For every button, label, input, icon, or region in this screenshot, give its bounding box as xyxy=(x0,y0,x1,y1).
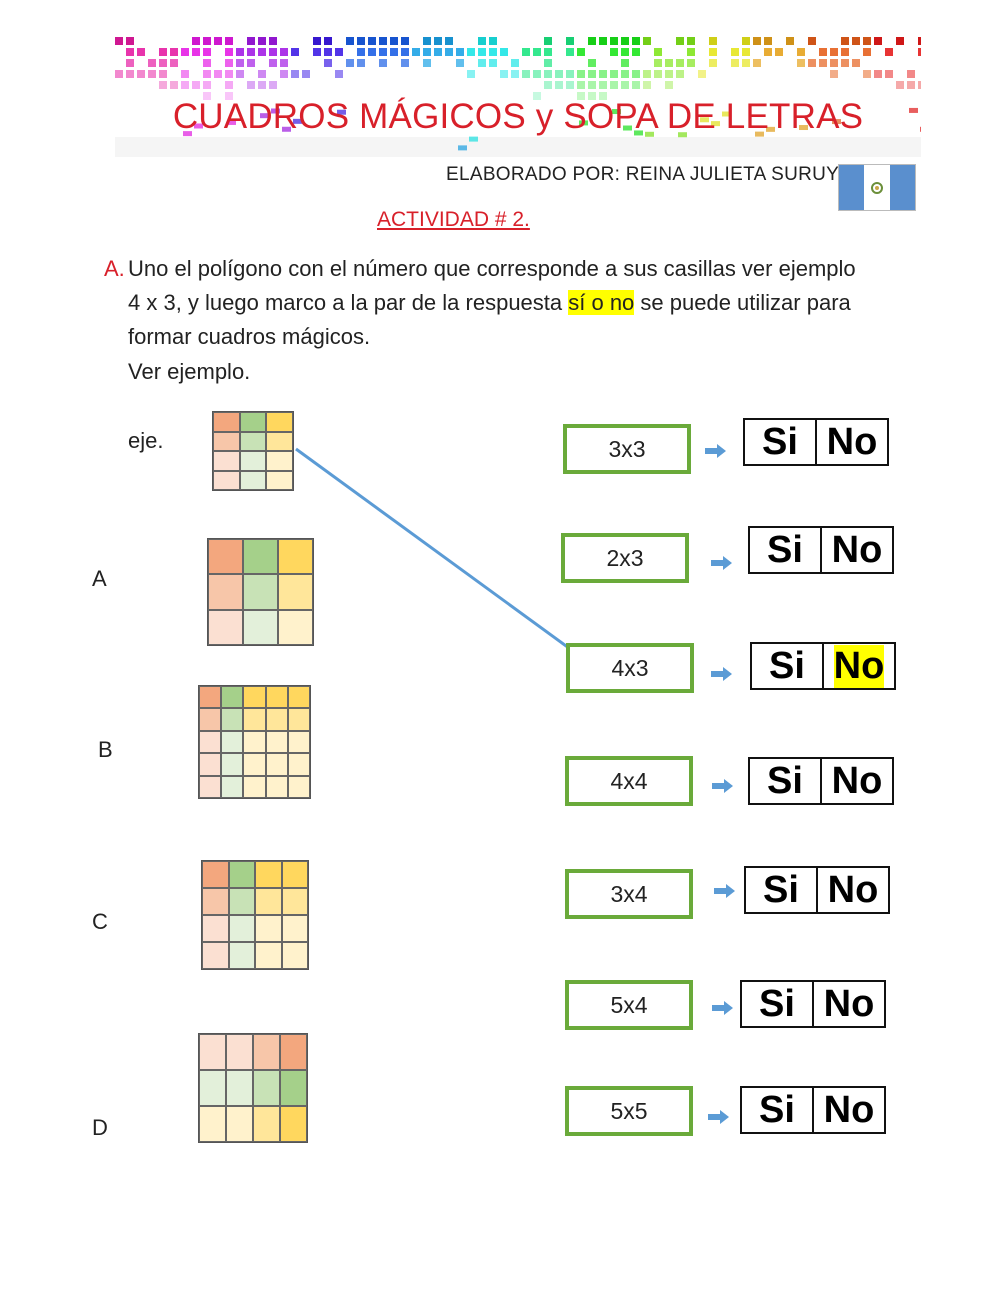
option-no-label: No xyxy=(826,420,878,463)
instruction-line-4: Ver ejemplo. xyxy=(128,359,251,384)
arrow-right-icon xyxy=(711,667,733,681)
option-no[interactable] xyxy=(822,644,894,688)
option-si-label: Si xyxy=(767,528,803,571)
arrow-right-icon xyxy=(705,444,727,458)
dimension-box-5x4[interactable]: 5x4 xyxy=(565,980,693,1030)
option-si[interactable] xyxy=(742,982,812,1026)
answer-choice-2x3 xyxy=(748,526,894,574)
polygon-label-a: A xyxy=(92,566,107,591)
arrow-right-icon xyxy=(711,556,733,570)
dimension-box-5x5[interactable]: 5x5 xyxy=(565,1086,693,1136)
option-no-label: No xyxy=(827,868,879,911)
dimension-box-4x4[interactable]: 4x4 xyxy=(565,756,693,806)
answer-choice-4x4 xyxy=(748,757,894,805)
option-no[interactable] xyxy=(815,420,887,464)
option-si-label: Si xyxy=(763,868,799,911)
answer-choice-3x3 xyxy=(743,418,889,466)
option-no-label: No xyxy=(831,528,883,571)
dimension-box-3x3[interactable]: 3x3 xyxy=(563,424,691,474)
answer-choice-5x5 xyxy=(740,1086,886,1134)
arrow-right-icon xyxy=(712,779,734,793)
dimension-box-3x4[interactable]: 3x4 xyxy=(565,869,693,919)
highlighted-text: sí o no xyxy=(568,290,635,315)
arrow-right-icon xyxy=(714,884,736,898)
option-no[interactable] xyxy=(820,759,892,803)
page-title: CUADROS MÁGICOS y SOPA DE LETRAS xyxy=(172,97,864,136)
option-si-label: Si xyxy=(759,982,795,1025)
option-si[interactable] xyxy=(745,420,815,464)
arrow-right-icon xyxy=(712,1001,734,1015)
option-si[interactable] xyxy=(752,644,822,688)
instruction-line-2-end: se puede utilizar para xyxy=(634,290,851,315)
polygon-label-example: eje. xyxy=(128,428,164,453)
option-no[interactable] xyxy=(812,1088,884,1132)
option-si[interactable] xyxy=(750,759,820,803)
polygon-label-b: B xyxy=(98,737,113,762)
instruction-letter: A. xyxy=(104,256,125,281)
option-si[interactable] xyxy=(746,868,816,912)
option-no-label: No xyxy=(833,644,885,687)
author-credit: ELABORADO POR: REINA JULIETA SURUY xyxy=(446,164,840,185)
instruction-line-1: Uno el polígono con el número que corresponde a sus casillas ver ejemplo xyxy=(128,256,856,281)
option-no[interactable] xyxy=(812,982,884,1026)
option-si-label: Si xyxy=(762,420,798,463)
polygon-label-d: D xyxy=(92,1115,108,1140)
answer-choice-3x4 xyxy=(744,866,890,914)
option-si-label: Si xyxy=(759,1088,795,1131)
polygon-label-c: C xyxy=(92,909,108,934)
arrow-right-icon xyxy=(708,1110,730,1124)
option-si[interactable] xyxy=(742,1088,812,1132)
activity-title: ACTIVIDAD # 2. xyxy=(377,208,530,231)
option-no[interactable] xyxy=(820,528,892,572)
option-si-label: Si xyxy=(767,759,803,802)
answer-choice-4x3 xyxy=(750,642,896,690)
instruction-line-3: formar cuadros mágicos. xyxy=(128,324,371,349)
option-si-label: Si xyxy=(769,644,805,687)
option-si[interactable] xyxy=(750,528,820,572)
option-no-label: No xyxy=(823,982,875,1025)
dimension-box-4x3[interactable]: 4x3 xyxy=(566,643,694,693)
instruction-line-2-start: 4 x 3, y luego marco a la par de la respuesta xyxy=(128,290,569,315)
option-no-label: No xyxy=(823,1088,875,1131)
option-no[interactable] xyxy=(816,868,888,912)
answer-choice-5x4 xyxy=(740,980,886,1028)
option-no-label: No xyxy=(831,759,883,802)
dimension-box-2x3[interactable]: 2x3 xyxy=(561,533,689,583)
